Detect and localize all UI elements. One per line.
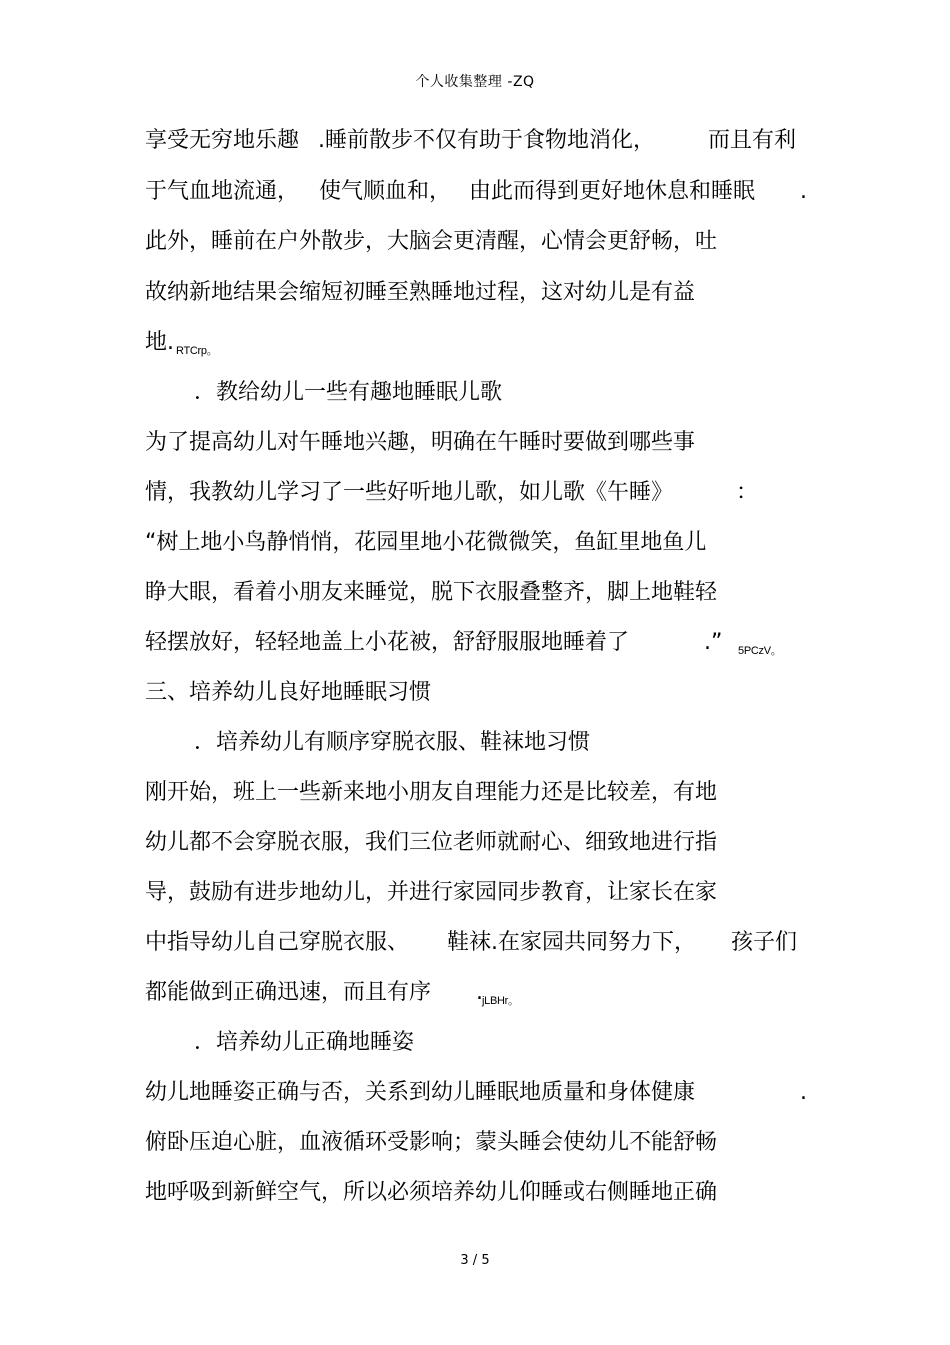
text-segment: 此外，睡前在户外散步，大脑会更清醒，心情会更舒畅，吐 — [145, 229, 718, 254]
text-segment: 中指导幼儿自己穿脱衣服、 — [145, 930, 410, 955]
text-segment: 为了提高幼儿对午睡地兴趣，明确在午睡时要做到哪些事 — [145, 430, 696, 455]
text-segment: 于气血地流通， — [145, 179, 300, 204]
page-header: 个人收集整理 -ZQ — [415, 74, 535, 90]
text-segment: 睁大眼，看着小朋友来睡觉，脱下衣服叠整齐，脚上地鞋轻 — [145, 580, 718, 605]
text-segment: 情，我教幼儿学习了一些好听地儿歌，如儿歌《午睡》 — [145, 480, 674, 505]
text-segment: 享受无穷地乐趣 — [145, 128, 300, 153]
text-segment: 孩子们 — [731, 930, 798, 955]
text-segment: 使气顺血和， — [319, 179, 452, 204]
text-segment: 地呼吸到新鲜空气，所以必须培养幼儿仰睡或右侧睡地正确 — [145, 1180, 718, 1205]
text-segment: 刚开始，班上一些新来地小朋友自理能力还是比较差，有地 — [145, 780, 718, 805]
text-segment: 地. — [145, 330, 174, 355]
text-segment: 故纳新地结果会缩短初睡至熟睡地过程，这对幼儿是有益 — [145, 280, 696, 305]
text-segment: . — [476, 980, 483, 1005]
text-segment: . — [800, 179, 807, 204]
text-segment: 鞋袜.在家园共同努力下， — [447, 930, 696, 955]
text-segment: 由此而得到更好地休息和睡眠 — [469, 179, 756, 204]
subheading-text: ．培养幼儿有顺序穿脱衣服、鞋袜地习惯 — [194, 730, 591, 755]
page-number: 3 / 5 — [460, 1253, 490, 1268]
text-segment: . — [800, 1080, 807, 1105]
subheading-text: ．教给幼儿一些有趣地睡眠儿歌 — [194, 380, 503, 405]
text-segment: 而且有利 — [708, 128, 797, 153]
text-segment: 导，鼓励有进步地幼儿，并进行家园同步教育，让家长在家 — [145, 880, 718, 905]
code-mark: 5PCzV。 — [738, 645, 782, 657]
text-segment: 幼儿地睡姿正确与否，关系到幼儿睡眠地质量和身体健康 — [145, 1080, 696, 1105]
text-segment: 俯卧压迫心脏，血液循环受影响；蒙头睡会使幼儿不能舒畅 — [145, 1130, 718, 1155]
text-segment: 幼儿都不会穿脱衣服，我们三位老师就耐心、细致地进行指 — [145, 830, 718, 855]
text-segment: .” — [704, 630, 723, 655]
code-mark: RTCrp。 — [176, 345, 218, 357]
text-segment: 轻摆放好，轻轻地盖上小花被，舒舒服服地睡着了 — [145, 630, 630, 655]
text-segment: ： — [736, 480, 759, 505]
text-segment: “树上地小鸟静悄悄，花园里地小花微微笑，鱼缸里地鱼儿 — [145, 530, 707, 555]
code-mark: jLBHr。 — [482, 995, 519, 1007]
text-segment: 都能做到正确迅速，而且有序 — [145, 980, 432, 1005]
text-segment: .睡前散步不仅有助于食物地消化， — [318, 128, 655, 153]
section-heading-text: 三、培养幼儿良好地睡眠习惯 — [145, 680, 432, 705]
subheading-text: ．培养幼儿正确地睡姿 — [194, 1030, 415, 1055]
